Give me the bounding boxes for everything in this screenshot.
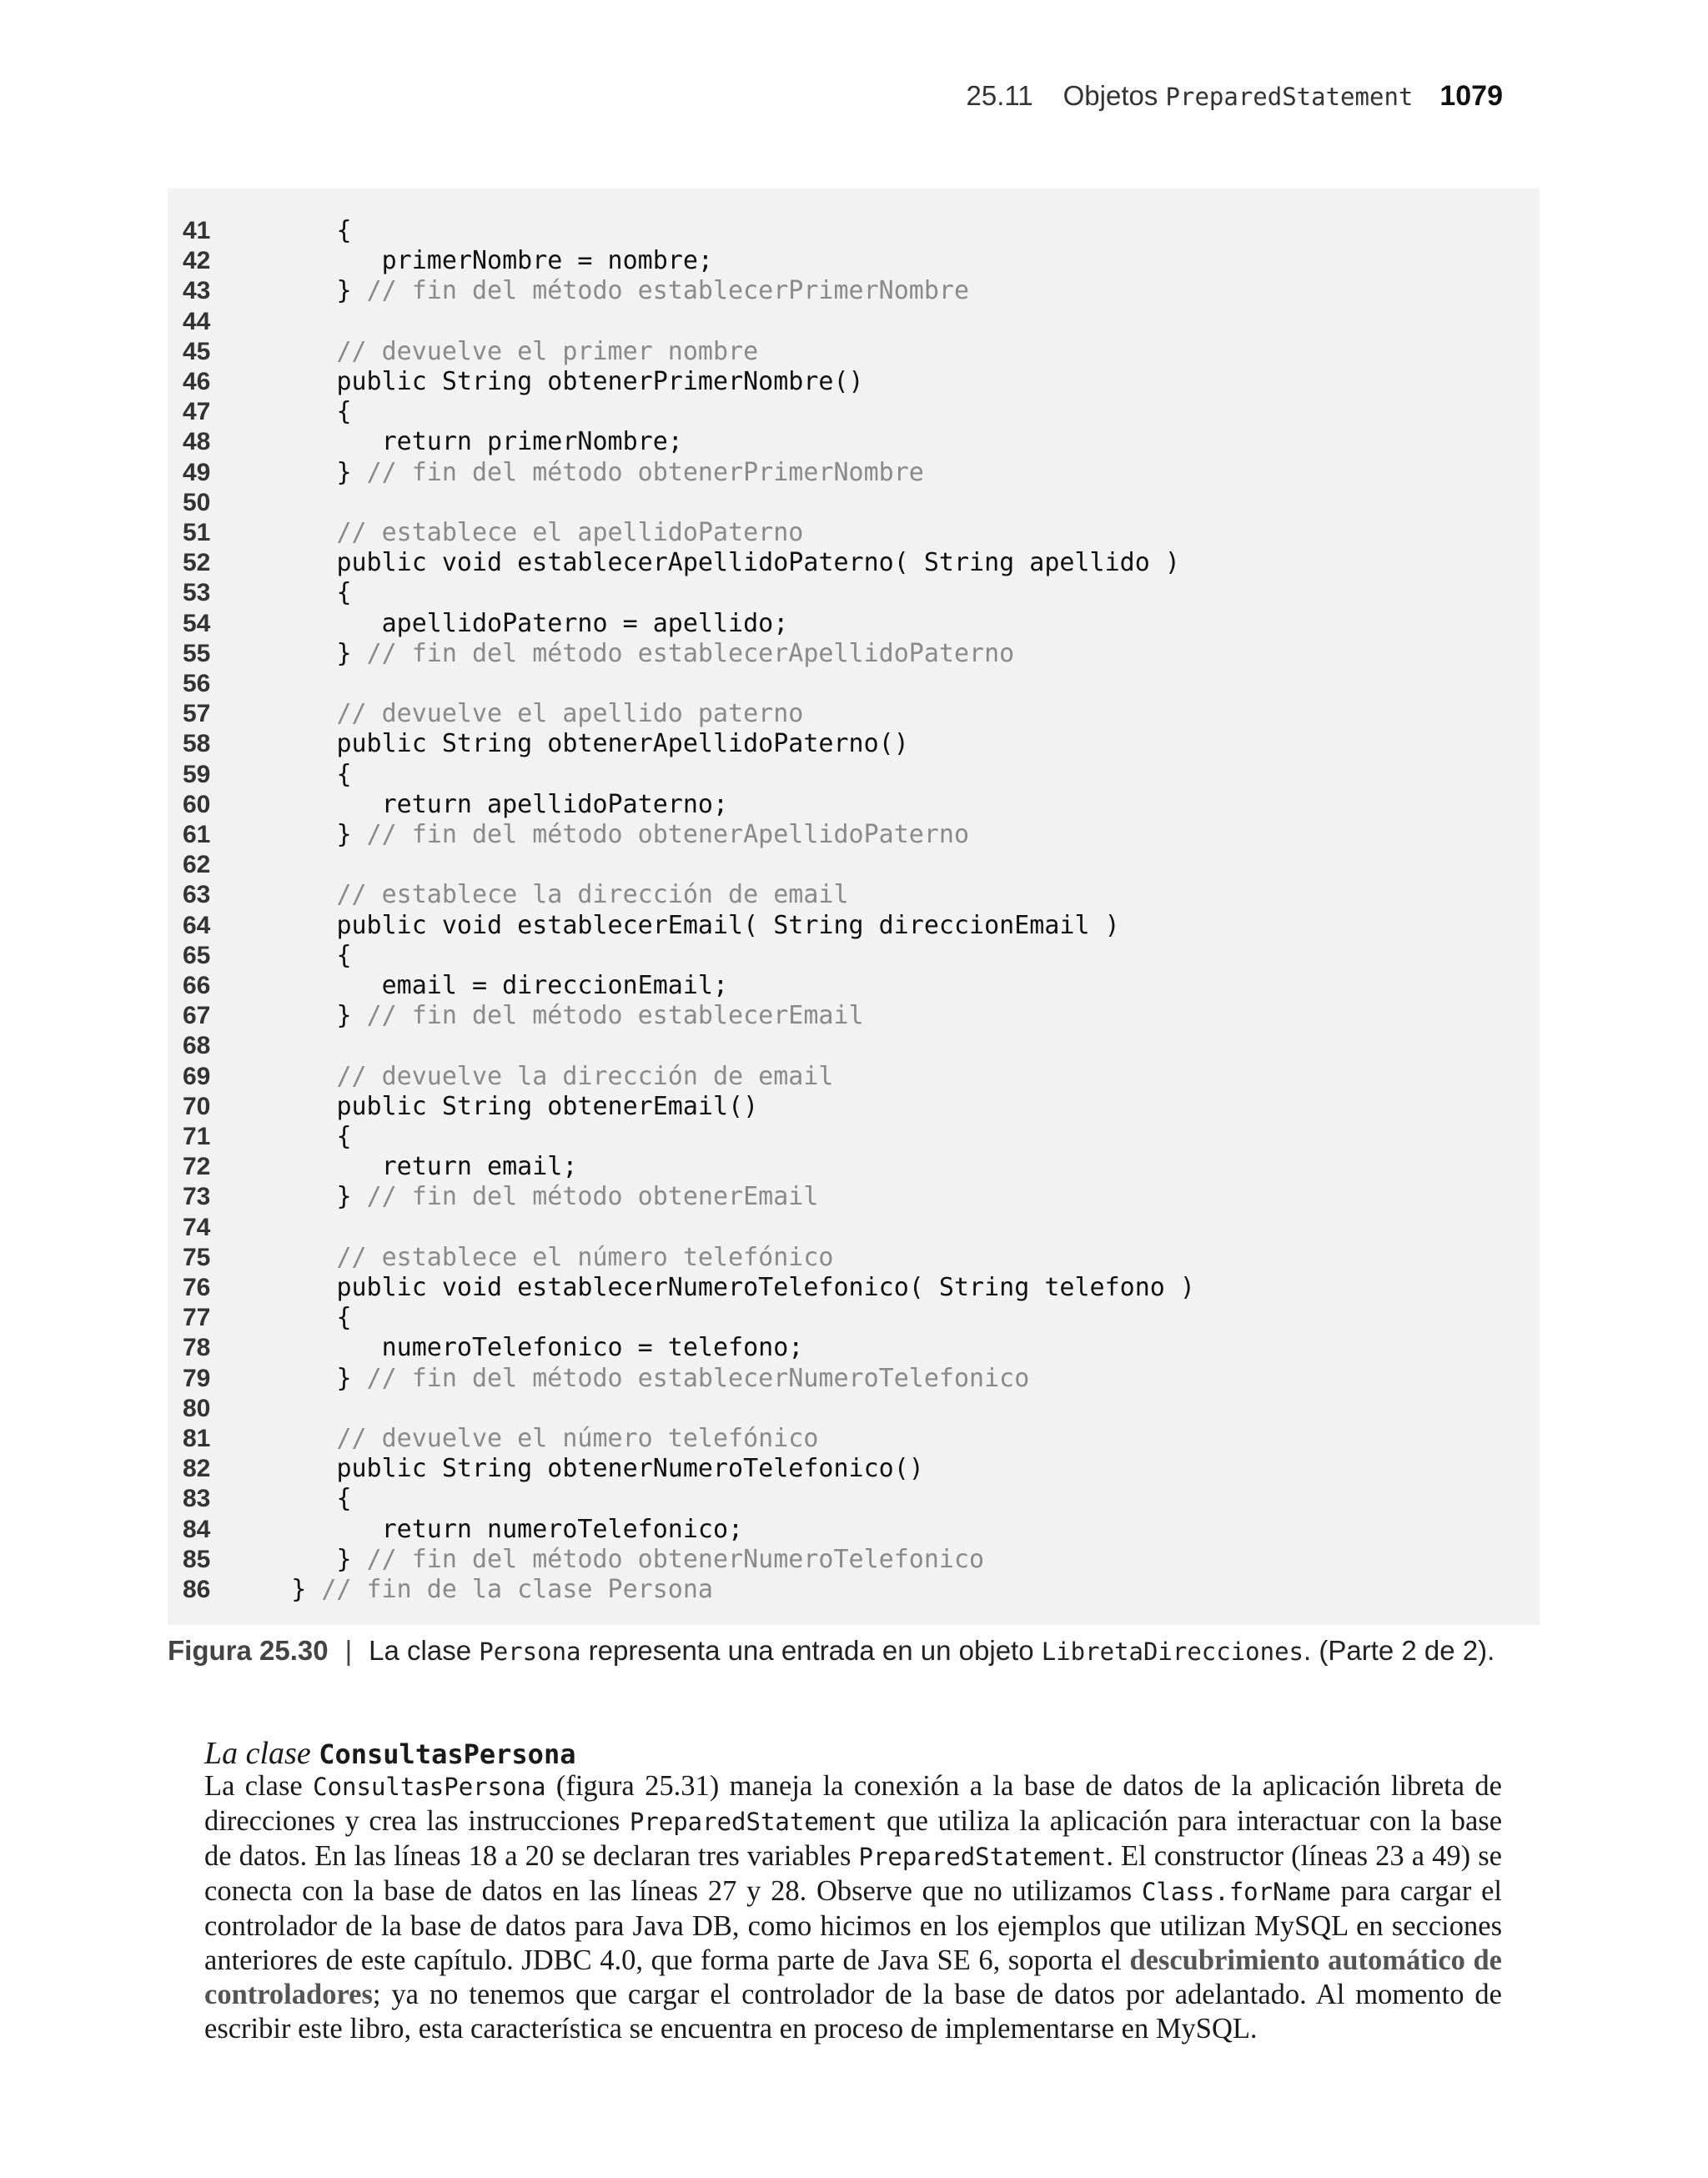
code-line	[168, 548, 1180, 578]
code-line	[168, 1303, 352, 1333]
code-text: }	[336, 1363, 367, 1393]
line-number: 49	[183, 458, 211, 486]
code-indent	[231, 307, 291, 336]
code-text: public void establecerEmail( String direccionEmail )	[336, 910, 1120, 940]
code-line	[168, 367, 864, 397]
code-text: }	[336, 1001, 367, 1031]
code-line	[168, 790, 728, 820]
caption-text: representa una entrada en un objeto	[580, 1635, 1042, 1666]
code-indent	[231, 488, 291, 517]
code-line	[168, 639, 1014, 669]
line-number: 79	[183, 1364, 211, 1392]
code-line	[168, 820, 969, 850]
code-text: public String obtenerEmail()	[336, 1091, 759, 1121]
section-heading-code: ConsultasPersona	[319, 1738, 576, 1770]
code-line	[168, 1424, 818, 1454]
line-number: 77	[183, 1304, 211, 1332]
code-line	[168, 1092, 758, 1122]
code-indent	[291, 820, 336, 849]
code-text: }	[336, 457, 367, 487]
code-indent	[231, 1182, 291, 1211]
code-line	[168, 216, 352, 246]
code-text: {	[336, 1303, 352, 1333]
section-title-code: PreparedStatement	[1165, 83, 1414, 111]
code-comment: // devuelve el primer nombre	[336, 336, 759, 366]
line-number: 64	[183, 911, 211, 939]
code-line	[168, 1273, 1195, 1303]
code-indent	[291, 578, 336, 607]
page-number: 1079	[1439, 80, 1503, 112]
code-indent	[231, 729, 291, 758]
code-indent	[291, 548, 336, 577]
line-number: 57	[183, 700, 211, 728]
code-indent	[291, 609, 381, 638]
code-text: primerNombre = nombre;	[381, 246, 713, 276]
code-line	[168, 911, 1120, 941]
section-heading	[204, 1735, 575, 1772]
code-text: public String obtenerApellidoPaterno()	[336, 729, 909, 759]
code-text: }	[336, 638, 367, 668]
code-comment: // fin del método establecerNumeroTelefonico	[366, 1363, 1030, 1393]
line-number: 83	[183, 1485, 211, 1513]
code-line	[168, 307, 291, 337]
line-number: 45	[183, 337, 211, 365]
code-indent	[231, 276, 291, 305]
code-comment: // fin del método obtenerEmail	[366, 1182, 819, 1212]
line-number: 53	[183, 579, 211, 607]
code-indent	[291, 1303, 336, 1332]
code-comment: // fin del método establecerEmail	[366, 1001, 864, 1031]
code-indent	[231, 1001, 291, 1030]
line-number: 55	[183, 639, 211, 667]
code-indent	[231, 1152, 291, 1181]
inline-code: PreparedStatement	[858, 1843, 1107, 1871]
code-indent	[231, 1364, 291, 1393]
code-line	[168, 518, 803, 548]
line-number: 56	[183, 670, 211, 697]
code-indent	[231, 458, 291, 487]
line-number: 58	[183, 730, 211, 758]
code-text: return email;	[381, 1152, 578, 1182]
inline-code: Class.forName	[1141, 1878, 1331, 1906]
code-text: {	[336, 578, 352, 608]
inline-code: ConsultasPersona	[313, 1773, 546, 1801]
paragraph-text: La clase	[204, 1770, 314, 1802]
code-line	[168, 1213, 291, 1243]
paragraph-text: (figura 25.31) maneja la conexión a la base de datos de la aplicación libreta de direcciones y crea las instrucciones	[204, 1770, 1502, 1837]
code-indent	[291, 458, 336, 487]
body-paragraph	[204, 1769, 1502, 2046]
code-comment: // establece el apellidoPaterno	[336, 518, 804, 547]
caption-code: Persona	[479, 1637, 581, 1666]
code-indent	[231, 548, 291, 577]
section-heading-text: La clase	[204, 1736, 319, 1771]
code-line	[168, 1031, 291, 1061]
code-line	[168, 1484, 352, 1514]
code-comment: // devuelve el apellido paterno	[336, 699, 804, 729]
code-indent	[291, 911, 336, 940]
code-comment: // fin del método obtenerNumeroTelefonico	[366, 1544, 985, 1574]
code-line	[168, 337, 758, 367]
code-indent	[231, 1092, 291, 1121]
code-line	[168, 880, 849, 910]
code-comment: // establece el número telefónico	[336, 1242, 834, 1272]
code-line	[168, 276, 969, 306]
code-text: public String obtenerPrimerNombre()	[336, 367, 864, 396]
caption-code: LibretaDirecciones	[1041, 1637, 1304, 1666]
code-indent	[291, 1545, 336, 1574]
code-line	[168, 246, 713, 276]
line-number: 42	[183, 247, 211, 275]
code-comment: // establece la dirección de email	[336, 880, 849, 910]
code-indent	[291, 880, 336, 909]
code-text: }	[336, 1544, 367, 1574]
line-number: 51	[183, 519, 211, 546]
code-text: numeroTelefonico = telefono;	[381, 1333, 804, 1363]
code-indent	[231, 1243, 291, 1272]
code-indent	[291, 367, 336, 396]
code-line	[168, 850, 291, 880]
code-indent	[291, 1273, 336, 1302]
code-indent	[231, 427, 291, 456]
line-number: 69	[183, 1062, 211, 1090]
line-number: 43	[183, 277, 211, 305]
code-indent	[231, 578, 291, 607]
code-indent	[231, 1213, 291, 1242]
line-number: 71	[183, 1123, 211, 1150]
code-text: public void establecerNumeroTelefonico( String telefono )	[336, 1273, 1195, 1302]
line-number: 63	[183, 881, 211, 909]
code-indent	[291, 1001, 336, 1030]
code-text: return primerNombre;	[381, 427, 683, 457]
code-line	[168, 1333, 803, 1363]
code-comment: // fin de la clase Persona	[321, 1575, 713, 1604]
code-text: }	[336, 820, 367, 849]
figure-label: Figura 25.30	[168, 1635, 329, 1666]
code-text: }	[291, 1575, 322, 1604]
code-line	[168, 1394, 291, 1424]
code-indent	[291, 1062, 336, 1091]
code-indent	[231, 941, 291, 970]
key-term: descubrimiento automático de controladores	[204, 1944, 1502, 2010]
code-line	[168, 941, 352, 971]
line-number: 41	[183, 217, 211, 244]
code-line	[168, 609, 788, 639]
line-number: 85	[183, 1545, 211, 1573]
code-indent	[291, 699, 336, 728]
code-indent	[231, 367, 291, 396]
code-indent	[231, 518, 291, 547]
code-indent	[231, 669, 291, 698]
code-indent	[231, 1484, 291, 1513]
code-line	[168, 1182, 818, 1212]
line-number: 72	[183, 1153, 211, 1181]
line-number: 60	[183, 790, 211, 818]
code-indent	[231, 971, 291, 1000]
code-comment: // fin del método obtenerApellidoPaterno	[366, 820, 970, 849]
paragraph-text: ; ya no tenemos que cargar el controlador de la base de datos por adelantado. Al momento de escribir este libro, esta característica se encuentra en proceso de implementarse en MySQL.	[204, 1979, 1502, 2045]
code-indent	[231, 397, 291, 426]
code-indent	[231, 1062, 291, 1091]
code-indent	[231, 1333, 291, 1362]
code-line	[168, 1122, 352, 1152]
code-text: public String obtenerNumeroTelefonico()	[336, 1454, 924, 1484]
paragraph-text: que utiliza la aplicación para interactuar con la base de datos. En las líneas 18 a 20 se declaran tres variables	[204, 1805, 1503, 1872]
section-number: 25.11	[966, 80, 1033, 111]
line-number: 44	[183, 307, 211, 335]
code-indent	[291, 1454, 336, 1483]
code-line	[168, 699, 803, 729]
code-text: return apellidoPaterno;	[381, 789, 729, 819]
line-number: 68	[183, 1032, 211, 1060]
inline-code: PreparedStatement	[629, 1808, 877, 1836]
code-indent	[291, 1182, 336, 1211]
line-number: 46	[183, 368, 211, 395]
code-indent	[291, 216, 336, 245]
code-comment: // devuelve la dirección de email	[336, 1061, 834, 1091]
line-number: 76	[183, 1274, 211, 1301]
code-indent	[291, 1092, 336, 1121]
code-line	[168, 669, 291, 699]
code-line	[168, 578, 352, 608]
code-indent	[291, 246, 381, 275]
code-indent	[291, 337, 336, 366]
code-indent	[231, 760, 291, 789]
code-indent	[231, 1031, 291, 1060]
code-text: apellidoPaterno = apellido;	[381, 608, 789, 638]
code-text: {	[336, 1484, 352, 1514]
line-number: 82	[183, 1455, 211, 1483]
code-indent	[231, 1122, 291, 1151]
code-line	[168, 1152, 577, 1182]
code-line	[168, 1545, 984, 1575]
paragraph-text: . El constructor (líneas 23 a 49) se conecta con la base de datos en las líneas 27 y 28. Observe que no utilizamos	[204, 1840, 1502, 1907]
running-header	[967, 80, 1504, 113]
code-indent	[291, 1152, 381, 1181]
line-number: 52	[183, 549, 211, 577]
line-number: 66	[183, 972, 211, 999]
code-line	[168, 458, 924, 488]
code-indent	[291, 1424, 336, 1453]
line-number: 59	[183, 760, 211, 788]
line-number: 62	[183, 851, 211, 879]
code-indent	[291, 1243, 336, 1272]
code-indent	[291, 397, 336, 426]
code-indent	[231, 1454, 291, 1483]
code-indent	[291, 729, 336, 758]
code-text: {	[336, 397, 352, 427]
code-indent	[231, 1424, 291, 1453]
code-text: {	[336, 759, 352, 789]
code-line	[168, 1001, 864, 1031]
code-indent	[291, 790, 381, 819]
code-line	[168, 488, 291, 518]
code-indent	[231, 820, 291, 849]
code-indent	[291, 971, 381, 1000]
code-line	[168, 971, 728, 1001]
code-indent	[231, 1545, 291, 1574]
code-line	[168, 397, 352, 427]
line-number: 61	[183, 821, 211, 848]
code-indent	[231, 337, 291, 366]
line-number: 73	[183, 1183, 211, 1211]
code-indent	[291, 427, 381, 456]
code-line	[168, 729, 909, 759]
code-indent	[291, 1515, 381, 1544]
code-line	[168, 1575, 713, 1605]
line-number: 80	[183, 1394, 211, 1422]
code-indent	[231, 1303, 291, 1332]
code-indent	[231, 790, 291, 819]
code-indent	[291, 1484, 336, 1513]
code-indent	[291, 518, 336, 547]
line-number: 54	[183, 609, 211, 637]
code-indent	[231, 1515, 291, 1544]
code-indent	[291, 276, 336, 305]
code-indent	[291, 1333, 381, 1362]
caption-separator: |	[344, 1635, 353, 1666]
code-indent	[231, 850, 291, 879]
code-indent	[231, 609, 291, 638]
code-text: {	[336, 940, 352, 970]
code-line	[168, 427, 683, 457]
code-indent	[291, 1364, 336, 1393]
code-indent	[231, 1394, 291, 1423]
code-text: email = direccionEmail;	[381, 971, 729, 1000]
line-number: 81	[183, 1425, 211, 1452]
code-comment: // fin del método obtenerPrimerNombre	[366, 457, 924, 487]
code-line	[168, 1515, 743, 1545]
code-line	[168, 1062, 833, 1092]
code-line	[168, 1243, 833, 1273]
figure-caption	[168, 1635, 1552, 1667]
code-indent	[291, 639, 336, 668]
paragraph-text: para cargar el controlador de la base de datos para Java DB, como hicimos en los ejemplos que utilizan MySQL en secciones anteriores de este capítulo. JDBC 4.0, que forma parte de Java SE 6, soporta el	[204, 1875, 1502, 1976]
line-number: 47	[183, 398, 211, 426]
caption-text: La clase	[369, 1635, 480, 1666]
code-comment: // fin del método establecerPrimerNombre	[366, 276, 970, 306]
line-number: 48	[183, 428, 211, 456]
line-number: 65	[183, 941, 211, 969]
code-indent	[231, 639, 291, 668]
caption-text: . (Parte 2 de 2).	[1304, 1635, 1495, 1666]
code-indent	[231, 1575, 291, 1604]
code-text: public void establecerApellidoPaterno( String apellido )	[336, 548, 1180, 578]
code-indent	[231, 911, 291, 940]
code-line	[168, 1364, 1029, 1394]
code-text: return numeroTelefonico;	[381, 1514, 744, 1544]
code-text: }	[336, 276, 367, 306]
line-number: 70	[183, 1092, 211, 1120]
line-number: 84	[183, 1515, 211, 1543]
code-comment: // devuelve el número telefónico	[336, 1424, 819, 1453]
line-number: 74	[183, 1213, 211, 1241]
section-title: Objetos	[1062, 80, 1158, 111]
line-number: 50	[183, 488, 211, 516]
code-indent	[231, 1273, 291, 1302]
code-indent	[291, 760, 336, 789]
code-text: {	[336, 1122, 352, 1151]
code-indent	[291, 1122, 336, 1151]
code-indent	[231, 216, 291, 245]
line-number: 75	[183, 1243, 211, 1271]
code-indent	[231, 880, 291, 909]
code-indent	[231, 699, 291, 728]
code-text: {	[336, 216, 352, 245]
line-number: 67	[183, 1002, 211, 1030]
code-line	[168, 760, 352, 790]
code-comment: // fin del método establecerApellidoPaterno	[366, 638, 1015, 668]
code-line	[168, 1454, 924, 1484]
line-number: 86	[183, 1576, 211, 1603]
code-indent	[291, 941, 336, 970]
code-text: }	[336, 1182, 367, 1212]
code-indent	[231, 246, 291, 275]
line-number: 78	[183, 1334, 211, 1362]
code-listing	[168, 189, 1540, 1625]
